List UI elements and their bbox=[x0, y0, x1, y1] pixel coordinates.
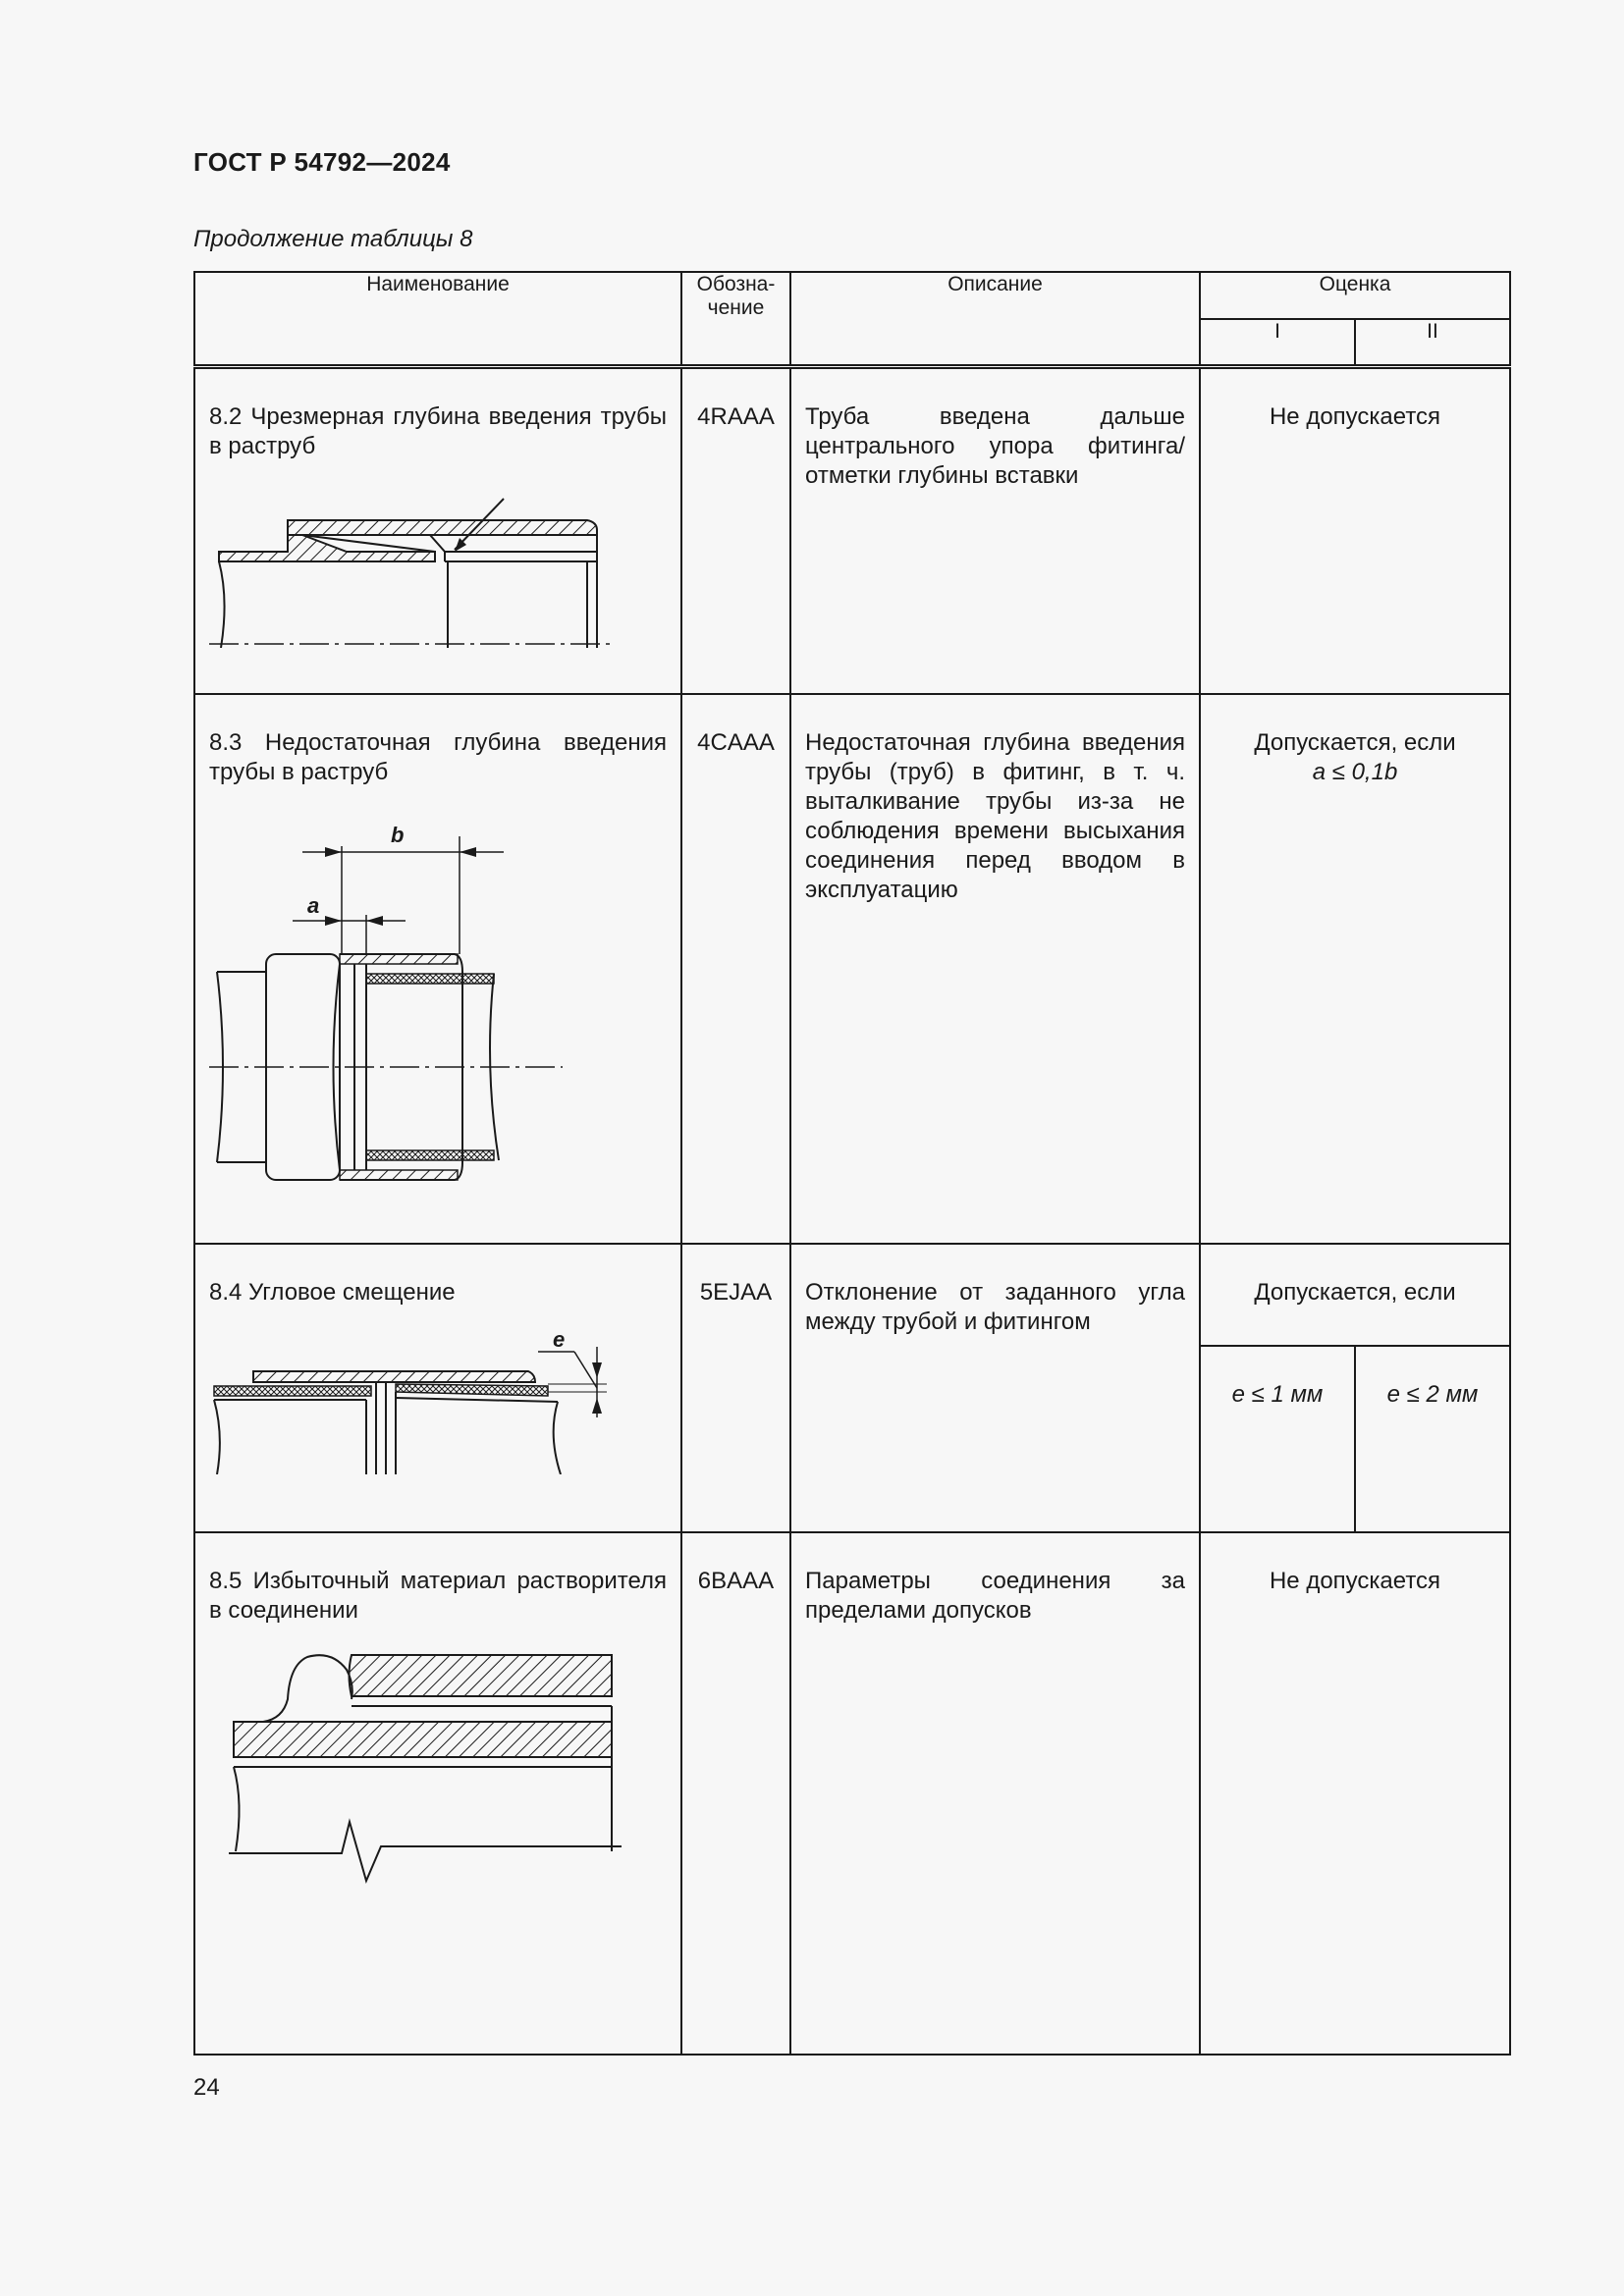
row-8-4-code: 5EJAA bbox=[681, 1244, 790, 1532]
row-8-3-grade bbox=[1200, 694, 1510, 1244]
row-8-3-description: Недостаточная глубина введения трубы (труб) в фитинг, в т. ч. выталкивание трубы из-за не соблюдения времени высыхания соединения перед вводом в эксплуатацию bbox=[790, 694, 1200, 1244]
row-8-5-description: Параметры соединения за пределами допусков bbox=[790, 1532, 1200, 2055]
row-8-5-code: 6BAAA bbox=[681, 1532, 790, 2055]
col-header-code-line1: Обозна- bbox=[696, 273, 776, 295]
row-8-4-name bbox=[194, 1244, 681, 1532]
figure-excess-insertion bbox=[209, 481, 622, 648]
row-8-4-grade-2-text: e ≤ 2 мм bbox=[1386, 1381, 1479, 1408]
row-8-2-grade: Не допускается bbox=[1200, 366, 1510, 694]
row-8-2-description: Труба введена дальше центрального упора фитинга/отметки глубины вставки bbox=[790, 366, 1200, 694]
row-8-4-grade-1-text: e ≤ 1 мм bbox=[1231, 1381, 1324, 1408]
row-8-2-name bbox=[194, 366, 681, 694]
col-header-code-line2: чение bbox=[707, 296, 765, 319]
row-8-4-grade-2 bbox=[1355, 1346, 1510, 1532]
col-header-grade-1: I bbox=[1200, 319, 1355, 366]
row-8-2-name-text: 8.2 Чрезмерная глубина введения трубы в раструб bbox=[209, 402, 667, 459]
row-8-4-grade: Допускается, если bbox=[1200, 1244, 1510, 1346]
row-8-5-name bbox=[194, 1532, 681, 2055]
col-header-grade: Оценка bbox=[1200, 272, 1510, 319]
figure-insufficient-insertion bbox=[209, 807, 622, 1219]
figure-angular-offset bbox=[209, 1327, 631, 1474]
col-header-name: Наименование bbox=[194, 272, 681, 366]
row-8-5-name-text: 8.5 Избыточный материал растворителя в соединении bbox=[209, 1568, 667, 1624]
fig-label-b: b bbox=[391, 823, 405, 847]
col-header-code bbox=[681, 272, 790, 366]
table-caption: Продолжение таблицы 8 bbox=[193, 226, 473, 252]
row-8-2-code: 4RAAA bbox=[681, 366, 790, 694]
table-row-8-5 bbox=[194, 1532, 1510, 2055]
col-header-grade-2: II bbox=[1355, 319, 1510, 366]
fig-label-a: a bbox=[307, 893, 320, 918]
document-header: ГОСТ Р 54792—2024 bbox=[193, 147, 451, 177]
row-8-4-grade-1 bbox=[1200, 1346, 1355, 1532]
row-8-3-code: 4CAAA bbox=[681, 694, 790, 1244]
row-8-3-name-text: 8.3 Недостаточная глубина введения трубы в раструб bbox=[209, 729, 667, 785]
row-8-3-name bbox=[194, 694, 681, 1244]
row-8-4-name-text: 8.4 Угловое смещение bbox=[209, 1279, 456, 1306]
defects-table bbox=[193, 271, 1511, 2056]
row-8-4-description: Отклонение от заданного угла между трубой и фитингом bbox=[790, 1244, 1200, 1532]
col-header-description: Описание bbox=[790, 272, 1200, 366]
fig-label-e: e bbox=[553, 1327, 566, 1352]
page-number: 24 bbox=[193, 2074, 220, 2101]
row-8-3-grade-condition: a ≤ 0,1b bbox=[1312, 759, 1398, 785]
table-row-8-4 bbox=[194, 1244, 1510, 1346]
table-row-8-3 bbox=[194, 694, 1510, 1244]
figure-excess-solvent bbox=[209, 1645, 631, 1891]
table-row-8-2 bbox=[194, 366, 1510, 694]
row-8-5-grade: Не допускается bbox=[1200, 1532, 1510, 2055]
row-8-3-grade-text: Допускается, если bbox=[1254, 729, 1456, 756]
